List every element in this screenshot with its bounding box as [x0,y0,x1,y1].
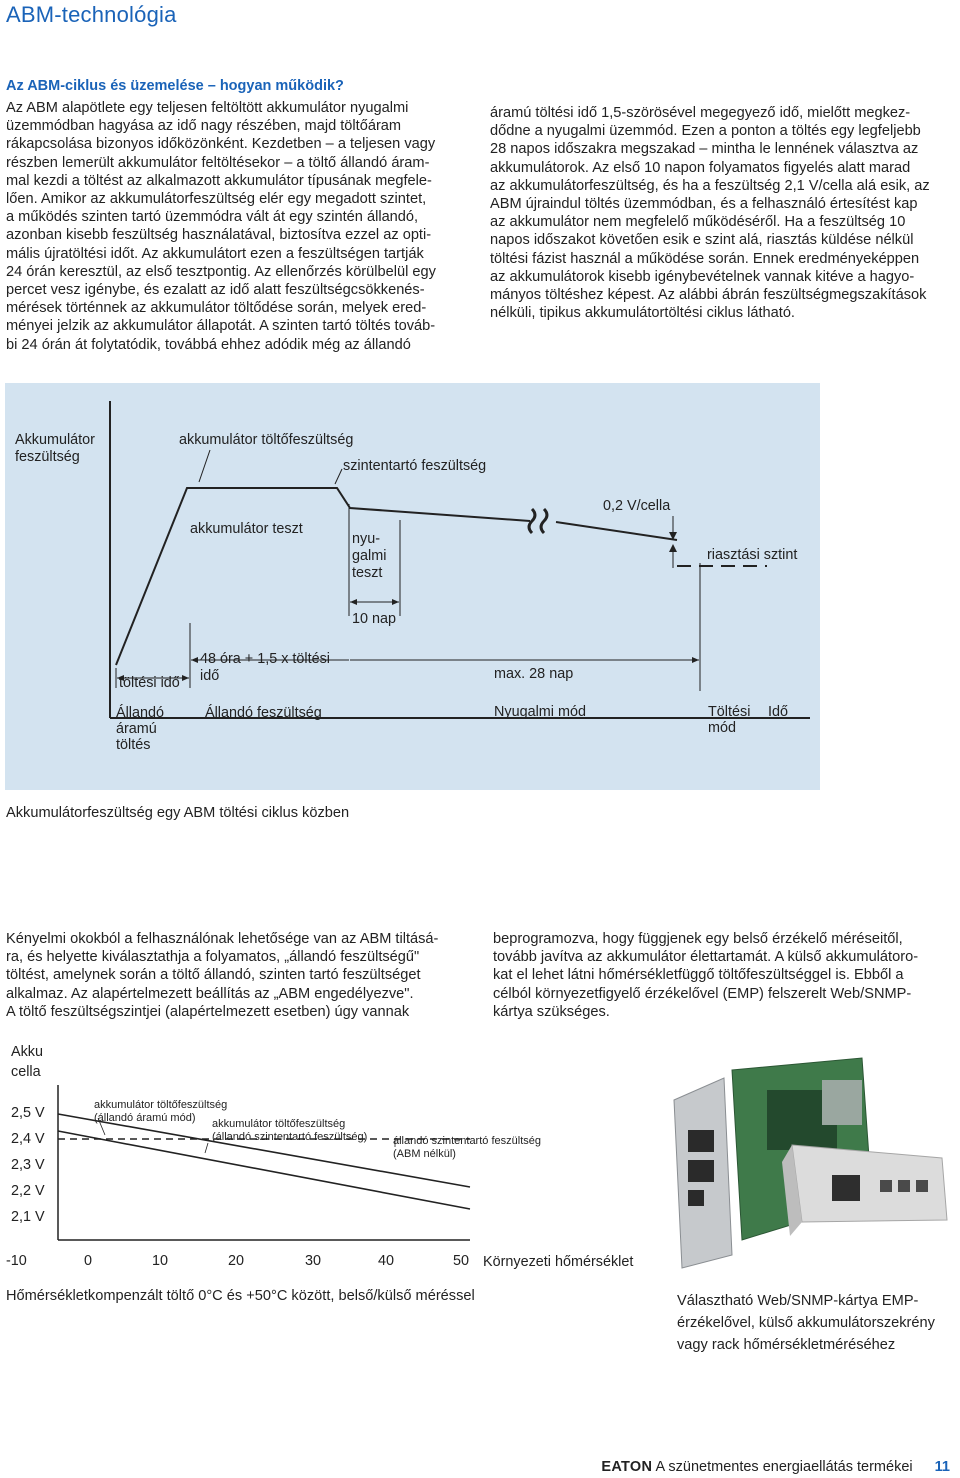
x-tick: 20 [228,1253,245,1269]
section-heading: Az ABM-ciklus és üzemelése – hogyan működik? [6,78,344,94]
text-line: azonban kisebb feszültség használatával, biztosítva ezzel az opti- [6,227,432,244]
temperature-chart-drawing [0,1035,670,1275]
ten-days-label: 10 nap [352,611,397,627]
x-tick: -10 [6,1253,27,1269]
text-line: akkumulátorok. Az első 10 napon folyamatos figyelés alatt marad [490,159,911,176]
text-line: ményei jelzik az akkumulátor állapotát. A szinten tartó töltés továb- [6,318,436,335]
text-line: mális újratöltési időt. Az akkumulátort ezen a feszültségen tartják [6,245,424,262]
voltage-curve [116,488,530,665]
y-tick: 2,4 V [11,1131,45,1147]
label-charge-float: akkumulátor töltőfeszültség (állandó szintentartó feszültség) [212,1118,368,1143]
text-line: 24 órán keresztül, az első tesztpontig. Az ellenőrzés körülbelül egy [6,263,436,280]
text-line: bi 24 órán át folytatódik, továbbá ehhez adódik még az állandó [6,336,411,353]
time-axis-label: Idő [768,704,789,720]
snmp-card-illustration [672,1050,954,1270]
snmp-card-photo [672,1050,954,1270]
temperature-chart [0,1035,670,1275]
rest-test-label: nyu- galmi teszt [352,531,387,581]
text-line: részben lemerült akkumulátor feltöltésekor – a töltő állandó áram- [6,154,430,171]
text-line: percet vesz igénybe, és ezalatt az idő alatt feszültségcsökkenés- [6,282,425,299]
label-float-no-abm: állandó szintentartó feszültség (ABM nélkül) [393,1135,541,1160]
text-line: A töltő feszültségszintjei (alapértelmezett esetben) úgy vannak [6,1003,410,1020]
abm-diagram-caption: Akkumulátorfeszültség egy ABM töltési ciklus közben [6,805,350,821]
text-line: töltési fázist használ a működése során. Ennek eredményeképpen [490,250,920,267]
intro-column-1 [6,99,471,354]
text-line: mányos töltéshez képest. Az alábbi ábrán feszültségmegszakítások [490,287,927,304]
x-tick: 0 [84,1253,93,1269]
text-line: az akkumulátorok kisebb igénybevételnek vannak kitéve a hagyo- [490,268,915,285]
arrow-head [191,657,198,663]
hours-label: 48 óra + 1,5 x töltési idő [200,651,330,684]
page-title: ABM-technológia [6,2,177,27]
text-line: áramú töltési idő 1,5-szörösével megegyező idő, mielőtt megkez- [490,105,911,121]
arrow-head [182,675,189,681]
pointer-line [335,469,342,484]
battery-test-label: akkumulátor teszt [190,521,303,537]
temp-y-title: Akku cella [11,1044,43,1080]
phase-rest: Nyugalmi mód [494,704,586,720]
text-line: Kényelmi okokból a felhasználónak lehetősége van az ABM tiltásá- [6,931,439,947]
arrow-head [692,657,699,663]
x-tick: 50 [453,1253,470,1269]
temperature-chart-caption: Hőmérsékletkompenzált töltő 0°C és +50°C között, belső/külső méréssel [6,1288,475,1304]
text-line: nélküli, tipikus akkumulátortöltési ciklus látható. [490,305,795,322]
text-line: az akkumulátorfeszültség, és ha a feszültség 2,1 V/cella alá esik, az [490,177,930,194]
footer-text: A szünetmentes energiaellátás termékei [655,1459,913,1475]
phase-charge-mode: Töltési mód [708,704,751,736]
page-number: 11 [934,1459,950,1475]
charge-time-label: töltési idő [119,675,180,691]
y-tick: 2,3 V [11,1157,45,1173]
text-line: ABM újraindul töltés üzemmódban, és a felhasználó értesítést kap [490,196,918,213]
text-line: töltést, amelynek során a töltő állandó, szinten tartó feszültséget [6,967,421,984]
text-line: lően. Amikor az akkumulátorfeszültség elér egy megadott szintet, [6,191,427,208]
cell-voltage-label: 0,2 V/cella [603,498,671,514]
x-tick: 30 [305,1253,322,1269]
text-line: mal kezdi a töltést az alkalmazott akkumulátor típusának megfele- [6,172,432,189]
text-line: ra, és helyette kiválasztathja a folyamatos, „állandó feszültségű" [6,949,420,966]
text-line: beprogramozva, hogy függjenek egy belső érzékelő méréseitől, [493,931,903,947]
text-line: kártya szükséges. [493,1003,610,1020]
x-tick: 10 [152,1253,169,1269]
text-line: célból környezetfigyelő érzékelővel (EMP) felszerelt Web/SNMP- [493,985,912,1002]
text-line: kat el lehet látni hőmérsékletfüggő töltőfeszültséggel is. Ebből a [493,967,904,984]
max-days-label: max. 28 nap [494,666,574,682]
text-line: üzemmódban hagyása az idő nagy részében, majd töltőáram [6,118,402,135]
x-tick: 40 [378,1253,395,1269]
arrow-head [350,599,357,605]
second-column-1 [6,930,476,1021]
text-line: rákapcsolása bizonyos időközönként. Kezdetben – a teljesen vagy [6,136,436,153]
y-tick: 2,2 V [11,1183,45,1199]
text-line: Az ABM alapötlete egy teljesen feltöltött akkumulátor nyugalmi [6,100,409,116]
intro-column-2 [490,104,955,322]
charge-voltage-label: akkumulátor töltőfeszültség [179,432,354,448]
text-line: a működés szinten tartó üzemmódra vált át egy szintén állandó, [6,209,419,226]
photo-caption: Választható Web/SNMP-kártya EMP- érzékelővel, külső akkumulátorszekrény vagy rack hőmérsékletméréséhez [677,1293,935,1353]
text-line: az akkumulátor nem megfelelő működéséről. Ha a feszültség 10 [490,214,906,231]
text-line: dődne a nyugalmi üzemmód. Ezen a ponton a töltés egy legfeljebb [490,123,921,140]
second-column-2 [493,930,955,1021]
break-mark [541,509,547,533]
y-tick: 2,5 V [11,1105,45,1121]
phase-constant-voltage: Állandó feszültség [205,705,322,721]
temp-x-title: Környezeti hőmérséklet [483,1254,634,1270]
arrow-head [392,599,399,605]
brand-name: EATON [601,1459,653,1475]
phase-constant-current: Állandó áramú töltés [116,705,165,753]
text-line: tovább javítva az akkumulátor élettartamát. A külső akkumulátoro- [493,949,919,966]
y-tick: 2,1 V [11,1209,45,1225]
float-voltage-label: szintentartó feszültség [343,458,487,474]
pointer-line [199,450,210,482]
text-line: napos időszakot követően esik e szint alá, riasztás küldése nélkül [490,232,914,249]
label-pointer [205,1143,208,1153]
text-line: mérések történnek az akkumulátor töltődése során, melyek ered- [6,300,427,317]
text-line: 28 napos időszakra megszakad – mintha le lennének választva az [490,141,919,158]
y-axis-label: Akkumulátor feszültség [15,432,95,465]
text-line: alkalmaz. Az alapértelmezett beállítás az „ABM engedélyezve". [6,985,414,1002]
alarm-label: riasztási sztint [707,547,798,563]
page-footer [601,1459,950,1475]
label-charge-cc: akkumulátor töltőfeszültség (állandó áramú mód) [94,1099,228,1124]
arrow-head [669,544,677,552]
voltage-curve-after-break [556,522,677,540]
abm-cycle-diagram [5,383,820,790]
